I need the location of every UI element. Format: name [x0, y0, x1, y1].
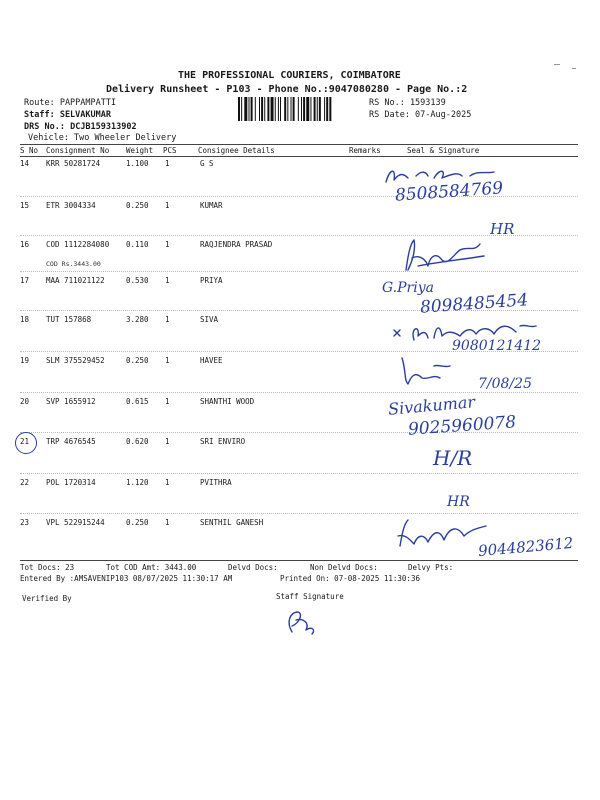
handwritten-phone: 9044823612 [477, 533, 575, 561]
barcode-bar [249, 97, 250, 121]
cell-consignee: PRIYA [200, 276, 223, 285]
barcode-bar [284, 97, 286, 121]
runsheet-subtitle: Delivery Runsheet - P103 - Phone No.:9047080280 - Page No.:2 [106, 84, 468, 95]
drs-number [24, 122, 137, 132]
circle-mark [15, 432, 37, 454]
barcode-bar [238, 97, 240, 121]
cell-pcs: 1 [165, 518, 170, 527]
cell-pcs: 1 [165, 356, 170, 365]
cell-cod-note: COD Rs.3443.00 [46, 260, 101, 268]
row-divider [20, 473, 578, 474]
cell-consignee: SENTHIL GANESH [200, 518, 264, 527]
cell-pcs: 1 [165, 478, 170, 487]
handwritten-date: 7/08/25 [478, 376, 532, 392]
col-consignment: Consignment No [46, 146, 110, 155]
delivery-points: Delvy Pts: [408, 563, 454, 572]
entered-by: Entered By :AMSAVENIP103 08/07/2025 11:30:17 AM [20, 574, 233, 583]
total-docs: Tot Docs: 23 [20, 563, 75, 572]
delivered-docs: Delvd Docs: [228, 563, 278, 572]
barcode-bar [251, 97, 253, 121]
cell-consignee: HAVEE [200, 356, 223, 365]
barcode-bar [324, 97, 325, 121]
barcode-bar [301, 97, 302, 121]
handwritten-note: HR [447, 494, 470, 510]
barcode-bar [261, 97, 263, 121]
barcode-bar [329, 97, 331, 121]
cell-weight: 1.120 [126, 478, 149, 487]
cell-sno: 14 [20, 159, 30, 168]
barcode-bar [280, 97, 281, 121]
barcode-bar [326, 97, 328, 121]
cell-pcs: 1 [165, 315, 170, 324]
company-title: THE PROFESSIONAL COURIERS, COIMBATORE [178, 70, 401, 81]
cell-consignment-no: ETR 3004334 [46, 201, 96, 210]
barcode-bar [314, 97, 316, 121]
cell-weight: 0.250 [126, 201, 149, 210]
barcode-bar [244, 97, 247, 121]
cell-weight: 0.250 [126, 356, 149, 365]
barcode-bar [267, 97, 269, 121]
cell-consignment-no: MAA 711021122 [46, 276, 105, 285]
cell-sno: 19 [20, 356, 30, 365]
row-divider [20, 513, 578, 514]
barcode-bar [275, 97, 276, 121]
col-pcs: PCS [163, 146, 177, 155]
barcode-bar [319, 97, 321, 121]
cell-sno: 21 [20, 437, 30, 446]
cell-weight: 0.530 [126, 276, 149, 285]
cell-weight: 0.620 [126, 437, 149, 446]
footer-rule [20, 560, 578, 561]
vehicle: Vehicle: Two Wheeler Delivery [28, 133, 177, 143]
non-delivered-docs: Non Delvd Docs: [310, 563, 378, 572]
barcode-bar [293, 97, 295, 121]
cell-consignee: PVITHRA [200, 478, 232, 487]
barcode-image [238, 97, 364, 121]
handwritten-name: G.Priya [382, 280, 434, 296]
cell-consignment-no: VPL 522915244 [46, 518, 105, 527]
cell-weight: 0.110 [126, 240, 149, 249]
handwritten-phone: 8098485454 [419, 290, 529, 318]
cell-consignee: SIVA [200, 315, 219, 324]
col-sno: S No [20, 146, 39, 155]
cell-sno: 17 [20, 276, 30, 285]
drs-value: DCJB159313902 [70, 122, 137, 132]
barcode-bar [278, 97, 279, 121]
cell-sno: 18 [20, 315, 30, 324]
cell-pcs: 1 [165, 397, 170, 406]
cell-consignment-no: SVP 1655912 [46, 397, 96, 406]
barcode-bar [255, 97, 256, 121]
scan-mark [572, 68, 576, 69]
cell-pcs: 1 [165, 201, 170, 210]
cell-sno: 23 [20, 518, 30, 527]
scan-mark [554, 64, 560, 65]
verified-by-label: Verified By [22, 594, 72, 603]
drs-label: DRS No.: [24, 122, 65, 132]
barcode-bar [306, 97, 309, 121]
barcode-bar [291, 97, 292, 121]
cell-consignment-no: COD 1112284080 [46, 240, 110, 249]
cell-consignee: SRI ENVIRO [200, 437, 246, 446]
barcode-bar [310, 97, 311, 121]
route: Route: PAPPAMPATTI [24, 98, 117, 108]
cell-consignee: SHANTHI WOOD [200, 397, 255, 406]
header-rule-bottom [20, 156, 578, 157]
handwritten-note: H/R [433, 446, 473, 470]
cell-sno: 20 [20, 397, 30, 406]
col-remarks: Remarks [349, 146, 381, 155]
rs-date: RS Date: 07-Aug-2025 [369, 110, 472, 120]
cell-weight: 0.250 [126, 518, 149, 527]
handwritten-phone: 9025960078 [407, 412, 517, 440]
cell-consignment-no: SLM 375529452 [46, 356, 105, 365]
cell-consignee: KUMAR [200, 201, 223, 210]
cell-consignment-no: TRP 4676545 [46, 437, 96, 446]
cell-weight: 1.100 [126, 159, 149, 168]
rs-number: RS No.: 1593139 [369, 98, 446, 108]
barcode-bar [271, 97, 274, 121]
barcode-bar [259, 97, 260, 121]
cell-weight: 0.615 [126, 397, 149, 406]
handwritten-signature [398, 236, 488, 280]
barcode-bar [241, 97, 242, 121]
handwritten-signature [394, 352, 464, 392]
cell-consignee: RAQJENDRA PRASAD [200, 240, 273, 249]
handwritten-note: HR [490, 220, 515, 238]
cell-consignment-no: TUT 157868 [46, 315, 92, 324]
handwritten-phone: 9080121412 [452, 338, 542, 354]
barcode-bar [317, 97, 318, 121]
barcode-bar [287, 97, 288, 121]
cell-sno: 22 [20, 478, 30, 487]
cell-weight: 3.280 [126, 315, 149, 324]
cell-consignment-no: POL 1720314 [46, 478, 96, 487]
barcode-bar [303, 97, 305, 121]
barcode-bar [298, 97, 299, 121]
staff-signature-label: Staff Signature [276, 592, 344, 601]
printed-on: Printed On: 07-08-2025 11:30:36 [280, 574, 420, 583]
total-cod-amount: Tot COD Amt: 3443.00 [106, 563, 197, 572]
handwritten-name: Sivakumar [387, 392, 476, 419]
barcode-bar [264, 97, 265, 121]
handwritten-signature [382, 164, 512, 192]
cell-sno: 15 [20, 201, 30, 210]
header-rule-top [20, 144, 578, 145]
col-seal-signature: Seal & Signature [407, 146, 480, 155]
cell-consignee: G S [200, 159, 214, 168]
staff-signature-mark [282, 606, 322, 640]
col-weight: Weight [126, 146, 154, 155]
cell-pcs: 1 [165, 437, 170, 446]
col-consignee: Consignee Details [198, 146, 275, 155]
row-divider [20, 271, 578, 272]
staff-name: Staff: SELVAKUMAR [24, 110, 111, 120]
row-divider [20, 392, 578, 393]
cell-pcs: 1 [165, 240, 170, 249]
handwritten-phone: 8508584769 [394, 178, 504, 206]
cell-pcs: 1 [165, 276, 170, 285]
cell-consignment-no: KRR 50281724 [46, 159, 101, 168]
cell-pcs: 1 [165, 159, 170, 168]
cell-sno: 16 [20, 240, 30, 249]
